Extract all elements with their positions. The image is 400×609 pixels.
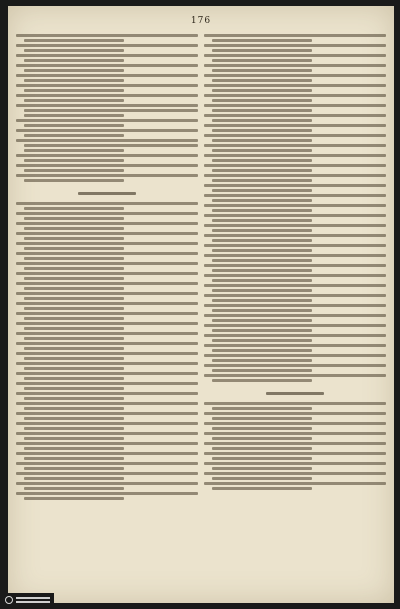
entry-text-line [16,104,198,107]
entry [204,344,386,352]
entry-text-line [212,477,312,480]
entry-text-line [24,437,124,440]
entry [204,194,386,202]
entry [16,402,198,410]
entry-text-line [204,412,386,415]
entry [204,104,386,112]
entry [16,34,198,42]
entry [204,124,386,132]
entry-text-line [212,209,312,212]
entry-text-line [24,377,124,380]
entry-text-line [212,229,312,232]
entry-text-line [24,217,124,220]
entry [16,382,198,390]
entry [16,94,198,102]
entry [16,154,198,162]
entry [204,374,386,382]
entry-text-line [24,144,198,147]
entry [204,114,386,122]
entry-text-line [204,154,386,157]
entry-text-line [212,79,312,82]
entry-text-line [204,422,386,425]
entry-text-line [16,154,198,157]
entry [204,314,386,322]
entry [16,432,198,440]
entry-text-line [212,339,312,342]
entry-text-line [204,204,386,207]
entry-text-line [204,482,386,485]
entry-text-line [204,104,386,107]
entry-text-line [204,54,386,57]
entry-text-line [204,44,386,47]
entry-text-line [204,462,386,465]
entry-text-line [24,317,124,320]
right-entries-top [204,34,386,382]
entry-text-line [24,467,124,470]
entry [204,462,386,470]
entry [16,452,198,460]
entry-text-line [212,119,312,122]
entry-text-line [24,267,124,270]
entry-text-line [24,207,124,210]
entry-text-line [24,387,124,390]
entry-text-line [212,199,312,202]
entry-text-line [212,369,312,372]
entry [16,412,198,420]
entry-text-line [212,349,312,352]
entry [204,334,386,342]
entry-text-line [212,249,312,252]
entry-text-line [16,392,198,395]
entry-text-line [204,184,386,187]
entry [204,472,386,480]
entry-text-line [212,179,312,182]
entry-text-line [24,397,124,400]
entry-text-line [204,164,386,167]
entry [16,119,198,127]
entry [16,252,198,260]
entry-text-line [24,179,124,182]
entry-text-line [212,69,312,72]
right-column [204,32,386,591]
entry [16,352,198,360]
entry-text-line [24,69,124,72]
entry-text-line [212,169,312,172]
entry-text-line [212,89,312,92]
entry-text-line [16,442,198,445]
entry-text-line [204,114,386,117]
entry [204,134,386,142]
entry-text-line [212,59,312,62]
entry-text-line [24,337,124,340]
entry [204,94,386,102]
entry-text-line [24,59,124,62]
entry-text-line [212,289,312,292]
entry [16,54,198,62]
entry-text-line [16,312,198,315]
entry-text-line [24,357,124,360]
entry-text-line [16,174,198,177]
entry [204,354,386,362]
entry-text-line [212,99,312,102]
entry-text-line [212,189,312,192]
entry [16,164,198,172]
entry-text-line [16,129,198,132]
entry [204,452,386,460]
entry-text-line [16,64,198,67]
entry-text-line [212,417,312,420]
entry-text-line [24,277,124,280]
entry-text-line [16,322,198,325]
entry-text-line [212,39,312,42]
entry-text-line [24,89,124,92]
left-entries-bottom [16,202,198,500]
entry [16,492,198,500]
entry-text-line [212,447,312,450]
entry [204,294,386,302]
entry-text-line [204,374,386,377]
entry-text-line [212,219,312,222]
entry-text-line [204,194,386,197]
entry-text-line [24,477,124,480]
entry-text-line [16,472,198,475]
entry [204,432,386,440]
entry-text-line [212,149,312,152]
entry [204,284,386,292]
entry-text-line [204,84,386,87]
entry [204,204,386,212]
entry [204,214,386,222]
entry-text-line [24,227,124,230]
entry [16,462,198,470]
entry-text-line [24,114,124,117]
entry-text-line [16,412,198,415]
entry-text-line [24,39,124,42]
entry-text-line [16,452,198,455]
entry [204,402,386,410]
entry-text-line [16,262,198,265]
entry [16,332,198,340]
entry-text-line [212,467,312,470]
entry [204,184,386,192]
entry-text-line [16,222,198,225]
entry-text-line [16,84,198,87]
entry-text-line [16,362,198,365]
entry-text-line [16,74,198,77]
entry-text-line [204,284,386,287]
entry [16,202,198,210]
entry-text-line [16,372,198,375]
entry-text-line [16,282,198,285]
entry-text-line [204,402,386,405]
entry [204,482,386,490]
entry-text-line [24,497,124,500]
entry-text-line [204,34,386,37]
entry [16,222,198,230]
entry [204,54,386,62]
entry-text-line [24,487,124,490]
entry [16,272,198,280]
entry [16,482,198,490]
entry [16,129,198,137]
entry-text-line [16,94,198,97]
entry [16,232,198,240]
entry-text-line [212,359,312,362]
entry-text-line [212,279,312,282]
entry-text-line [212,309,312,312]
entry-text-line [16,332,198,335]
entry-text-line [204,174,386,177]
entry-text-line [204,74,386,77]
entry-text-line [24,237,124,240]
entry [16,292,198,300]
entry-text-line [16,482,198,485]
entry [204,234,386,242]
entry-text-line [16,382,198,385]
entry [16,442,198,450]
entry [204,74,386,82]
entry [204,174,386,182]
entry-text-line [16,139,198,142]
entry-text-line [204,334,386,337]
entry-text-line [204,304,386,307]
entry [16,422,198,430]
entry-text-line [16,34,198,37]
entry-text-line [204,452,386,455]
entry-text-line [16,292,198,295]
entry [204,324,386,332]
entry [16,212,198,220]
entry-text-line [16,342,198,345]
entry [204,84,386,92]
entry-text-line [212,139,312,142]
entry-text-line [204,344,386,347]
entry-text-line [16,352,198,355]
entry-text-line [204,294,386,297]
entry [204,224,386,232]
entry-text-line [16,422,198,425]
entry-text-line [204,124,386,127]
entry-text-line [16,492,198,495]
page-number: 176 [190,16,212,26]
entry-text-line [204,314,386,317]
entry [16,74,198,82]
entry-text-line [24,347,124,350]
entry [16,64,198,72]
entry-text-line [16,252,198,255]
entry-text-line [204,134,386,137]
entry [16,472,198,480]
entry-text-line [212,109,312,112]
entry-text-line [24,307,124,310]
entry-text-line [24,49,124,52]
entry [204,164,386,172]
entry-text-line [16,202,198,205]
entry [16,44,198,52]
entry-text-line [24,447,124,450]
entry [204,412,386,420]
entry [16,302,198,310]
library-stamp [2,593,54,607]
entry-text-line [212,49,312,52]
entry-text-line [204,64,386,67]
entry-text-line [16,402,198,405]
entry [204,154,386,162]
entry-text-line [24,149,124,152]
entry-text-line [212,159,312,162]
entry-text-line [212,129,312,132]
entry [204,442,386,450]
entry-text-line [16,272,198,275]
entry-text-line [204,442,386,445]
entry-text-line [212,427,312,430]
entry-text-line [204,324,386,327]
entry-text-line [24,109,198,112]
entry-text-line [24,367,124,370]
entry-text-line [212,239,312,242]
section-heading-right [204,388,386,398]
entry [16,372,198,380]
entry-text-line [16,212,198,215]
entry-text-line [16,119,198,122]
entry [16,362,198,370]
entry [16,282,198,290]
entry [16,242,198,250]
entry [16,104,198,117]
entry-text-line [212,319,312,322]
entry-text-line [24,417,124,420]
entry [204,304,386,312]
entry-text-line [212,329,312,332]
entry [204,64,386,72]
entry-text-line [24,99,124,102]
entry [16,139,198,152]
entry [16,262,198,270]
entry-text-line [16,432,198,435]
entry-text-line [212,269,312,272]
entry-text-line [24,327,124,330]
document-page [8,6,394,603]
entry-text-line [24,407,124,410]
entry [16,174,198,182]
entry-text-line [204,94,386,97]
entry [204,44,386,52]
entry [16,342,198,350]
entry-text-line [204,244,386,247]
entry-text-line [204,254,386,257]
entry-text-line [212,379,312,382]
entry-text-line [24,169,124,172]
left-column [16,32,198,591]
entry [204,144,386,152]
entry-text-line [204,432,386,435]
entry-text-line [204,144,386,147]
entry [204,244,386,252]
entry-text-line [212,487,312,490]
entry-text-line [16,164,198,167]
entry-text-line [24,134,124,137]
entry-text-line [16,302,198,305]
entry-text-line [212,259,312,262]
entry-text-line [24,287,124,290]
library-stamp-text [16,597,50,599]
entry-text-line [24,257,124,260]
library-logo-icon [5,596,13,604]
entry-text-line [212,299,312,302]
entry-text-line [24,427,124,430]
entry-text-line [24,247,124,250]
entry-text-line [204,274,386,277]
entry [16,84,198,92]
entry-text-line [16,242,198,245]
entry [204,274,386,282]
entry [16,312,198,320]
entry-text-line [204,354,386,357]
entry-text-line [16,462,198,465]
entry-text-line [204,364,386,367]
entry-text-line [24,159,124,162]
entry-text-line [16,44,198,47]
entry-text-line [204,224,386,227]
entry-text-line [204,234,386,237]
entry [204,264,386,272]
entry-text-line [16,232,198,235]
entry-text-line [204,472,386,475]
entry-text-line [204,214,386,217]
entry [204,422,386,430]
entry-text-line [24,457,124,460]
entry-text-line [212,407,312,410]
entry-text-line [212,457,312,460]
entry-text-line [24,297,124,300]
right-entries-bottom [204,402,386,490]
entry [16,322,198,330]
entry [204,34,386,42]
section-heading-left [16,188,198,198]
entry [16,392,198,400]
entry-text-line [24,79,124,82]
left-entries-top [16,34,198,182]
entry-text-line [212,437,312,440]
entry-text-line [16,54,198,57]
entry [204,364,386,372]
entry-text-line [204,264,386,267]
entry-text-line [24,124,124,127]
entry [204,254,386,262]
